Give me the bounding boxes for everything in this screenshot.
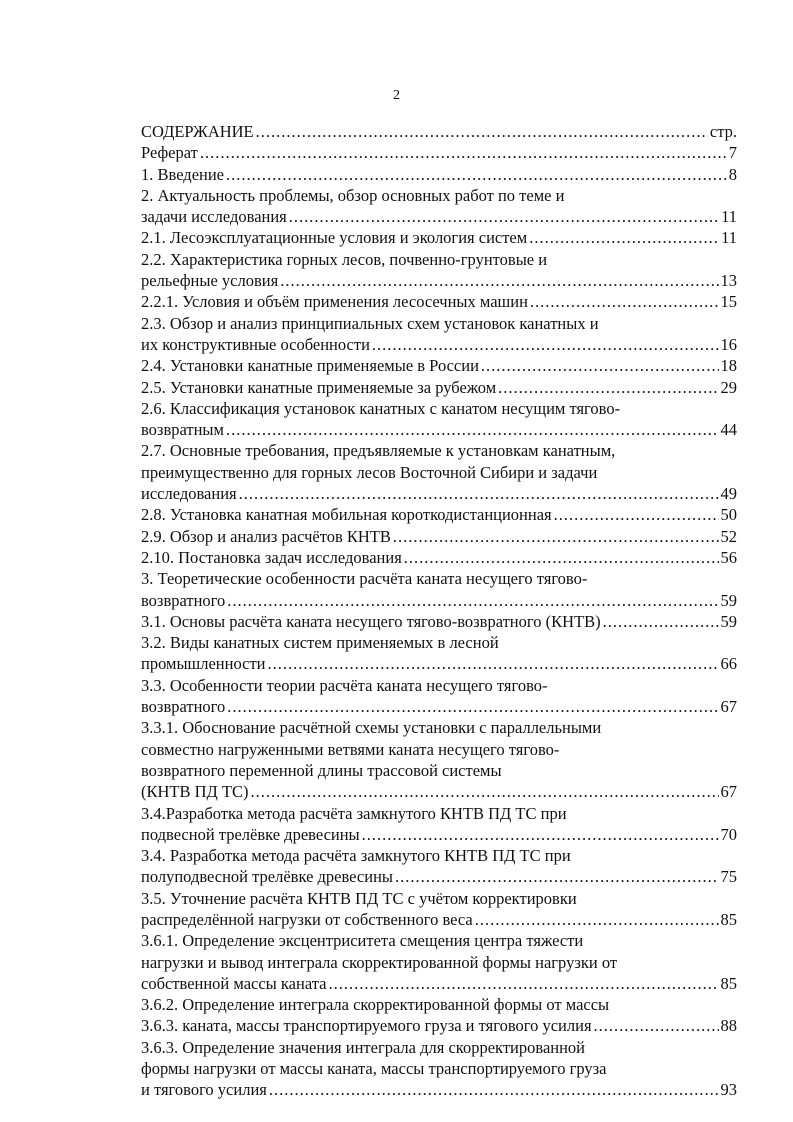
dot-leader (200, 142, 727, 163)
toc-entry-page: 49 (720, 484, 737, 504)
toc-entry-line: совместно нагруженными ветвями каната несущего тягово- (141, 739, 560, 759)
toc-entry-line: 3.5. Уточнение расчёта КНТВ ПД ТС с учётом корректировки (141, 888, 577, 908)
dot-leader (554, 504, 719, 525)
toc-entry-text: подвесной трелёвке древесины (141, 824, 360, 844)
toc-entry (141, 440, 737, 504)
toc-entry-row (141, 377, 737, 398)
toc-entry (141, 185, 737, 228)
toc-entry-line: возвратного переменной длины трассовой системы (141, 760, 502, 780)
dot-leader (603, 611, 719, 632)
toc-entry-line: 3.4.Разработка метода расчёта замкнутого КНТВ ПД ТС при (141, 803, 567, 823)
toc-entry-text: 2.10. Постановка задач исследования (141, 547, 402, 567)
toc-entry-row (141, 206, 737, 227)
toc-entry-line: 2.2. Характеристика горных лесов, почвенно-грунтовые и (141, 249, 548, 269)
toc-entry-page: 85 (720, 973, 737, 993)
toc-entry (141, 313, 737, 356)
toc-entry-row (141, 696, 737, 717)
toc-entry-text: полуподвесной трелёвке древесины (141, 867, 393, 887)
toc-entry-row (141, 611, 737, 632)
toc-entry-row (141, 164, 737, 185)
toc-entry-page: 52 (720, 526, 737, 546)
toc-entry-page: 8 (728, 164, 737, 184)
toc-entry (141, 888, 737, 931)
toc-entry (141, 803, 737, 846)
toc-entry-page: 29 (720, 377, 737, 397)
toc-entry-text: 2.1. Лесоэксплуатационные условия и экология систем (141, 228, 528, 248)
dot-leader (362, 824, 719, 845)
toc-entry-text: 3.6.3. каната, массы транспортируемого груза и тягового усилия (141, 1016, 592, 1036)
toc-entry-text: 2.4. Установки канатные применяемые в России (141, 356, 479, 376)
toc-entry-row (141, 824, 737, 845)
toc-entry (141, 547, 737, 568)
toc-entry-page: 70 (720, 824, 737, 844)
toc-entry-page: 18 (720, 356, 737, 376)
toc-entry-line: нагрузки и вывод интеграла скорректированной формы нагрузки от (141, 952, 618, 972)
toc-entry-row (141, 270, 737, 291)
toc-entry (141, 611, 737, 632)
toc-entry-text: 2.5. Установки канатные применяемые за рубежом (141, 377, 497, 397)
toc-entry (141, 377, 737, 398)
toc-entry (141, 164, 737, 185)
dot-leader (239, 483, 719, 504)
dot-leader (289, 206, 719, 227)
toc-entry-row (141, 227, 737, 248)
toc-entry-line: 2.7. Основные требования, предъявляемые к установкам канатным, (141, 441, 616, 461)
toc-entry-line: преимущественно для горных лесов Восточной Сибири и задачи (141, 462, 598, 482)
toc-entry-line: 2.6. Классификация установок канатных с канатом несущим тягово- (141, 398, 621, 418)
dot-leader (328, 973, 718, 994)
dot-leader (269, 1079, 719, 1100)
toc-entry-page: 13 (720, 271, 737, 291)
toc-entry-page: 50 (720, 505, 737, 525)
toc-entry-page: 66 (720, 654, 737, 674)
toc-entry-row (141, 590, 737, 611)
table-of-contents (141, 121, 737, 1101)
dot-leader (498, 377, 718, 398)
toc-entry-row (141, 355, 737, 376)
toc-entry-line: 3.6.3. Определение значения интеграла для скорректированной (141, 1037, 586, 1057)
toc-entry (141, 355, 737, 376)
toc-entry-text: возвратным (141, 420, 224, 440)
toc-entry (141, 504, 737, 525)
toc-entry-text: 1. Введение (141, 164, 225, 184)
dot-leader (226, 419, 719, 440)
toc-entry-row (141, 419, 737, 440)
toc-entry-page: 88 (720, 1016, 737, 1036)
toc-entry-row (141, 291, 737, 312)
toc-entry-page: 11 (721, 228, 737, 248)
toc-entry-line: 3.4. Разработка метода расчёта замкнутого КНТВ ПД ТС при (141, 846, 571, 866)
toc-entry (141, 568, 737, 611)
toc-entry-text: Реферат (141, 143, 198, 163)
toc-entry (141, 142, 737, 163)
toc-entry (141, 227, 737, 248)
toc-entry-text: задачи исследования (141, 207, 287, 227)
toc-entry-line: 2.3. Обзор и анализ принципиальных схем установок канатных и (141, 313, 599, 333)
toc-entry (141, 249, 737, 292)
toc-entry-text: возвратного (141, 590, 226, 610)
toc-entry-text: (КНТВ ПД ТС) (141, 782, 249, 802)
toc-entry-text: 2.9. Обзор и анализ расчётов КНТВ (141, 526, 391, 546)
toc-entry (141, 291, 737, 312)
toc-entry-text: их конструктивные особенности (141, 334, 370, 354)
dot-leader (404, 547, 719, 568)
dot-leader (530, 291, 719, 312)
dot-leader (280, 270, 718, 291)
toc-entry (141, 994, 737, 1037)
toc-entry-line: 3.2. Виды канатных систем применяемых в лесной (141, 633, 499, 653)
toc-title: СОДЕРЖАНИЕ (141, 122, 254, 141)
toc-entry-text: 2.8. Установка канатная мобильная короткодистанционная (141, 505, 552, 525)
dot-leader (395, 866, 719, 887)
toc-page-column-label: стр. (709, 122, 737, 141)
toc-entry-row (141, 483, 737, 504)
toc-entry-row (141, 909, 737, 930)
toc-entry-row (141, 781, 737, 802)
toc-entry-text: возвратного (141, 697, 226, 717)
toc-entry-row (141, 526, 737, 547)
toc-entry-text: и тягового усилия (141, 1080, 267, 1100)
toc-entry-line: 3.6.1. Определение эксцентриситета смещения центра тяжести (141, 931, 584, 951)
toc-entry-line: 3.3.1. Обоснование расчётной схемы установки с параллельными (141, 718, 602, 738)
toc-entry-page: 67 (720, 782, 737, 802)
toc-entry-text: 2.2.1. Условия и объём применения лесосечных машин (141, 292, 528, 312)
toc-entry-page: 11 (721, 207, 737, 227)
toc-entry (141, 717, 737, 802)
toc-entry-text: распределённой нагрузки от собственного веса (141, 909, 473, 929)
toc-entry (141, 526, 737, 547)
toc-entry-row (141, 973, 737, 994)
toc-entry-page: 93 (720, 1080, 737, 1100)
toc-entry-row (141, 547, 737, 568)
toc-entry (141, 1037, 737, 1101)
dot-leader (227, 590, 718, 611)
toc-entry-row (141, 1015, 737, 1036)
dot-leader (372, 334, 719, 355)
dot-leader (268, 653, 719, 674)
toc-entry-text: промышленности (141, 654, 266, 674)
toc-entry-page: 56 (720, 547, 737, 567)
toc-entry-page: 44 (720, 420, 737, 440)
toc-entry-row (141, 866, 737, 887)
dot-leader (256, 121, 708, 142)
toc-entry (141, 845, 737, 888)
toc-title-row (141, 121, 737, 142)
toc-entry-page: 16 (720, 334, 737, 354)
dot-leader (475, 909, 719, 930)
toc-entry-row (141, 142, 737, 163)
toc-entry-row (141, 334, 737, 355)
toc-entry (141, 675, 737, 718)
toc-entry-line: 3.6.2. Определение интеграла скорректированной формы от массы (141, 995, 610, 1015)
page-number: 2 (393, 88, 400, 103)
dot-leader (529, 227, 719, 248)
toc-entry-page: 75 (720, 867, 737, 887)
dot-leader (251, 781, 719, 802)
toc-entry-page: 59 (720, 590, 737, 610)
toc-entry-row (141, 504, 737, 525)
toc-entry (141, 632, 737, 675)
dot-leader (227, 696, 718, 717)
toc-entry-text: исследования (141, 484, 237, 504)
toc-entries (141, 142, 737, 1100)
toc-entry-line: формы нагрузки от массы каната, массы транспортируемого груза (141, 1059, 607, 1079)
toc-entry-text: рельефные условия (141, 271, 279, 291)
toc-entry-page: 67 (720, 697, 737, 717)
dot-leader (481, 355, 719, 376)
toc-entry-row (141, 653, 737, 674)
toc-entry-page: 85 (720, 909, 737, 929)
toc-entry (141, 930, 737, 994)
toc-entry-page: 59 (720, 611, 737, 631)
toc-entry-page: 15 (720, 292, 737, 312)
dot-leader (226, 164, 727, 185)
toc-entry-text: 3.1. Основы расчёта каната несущего тягово-возвратного (КНТВ) (141, 611, 601, 631)
toc-entry-line: 3. Теоретические особенности расчёта каната несущего тягово- (141, 569, 588, 589)
toc-entry (141, 398, 737, 441)
dot-leader (594, 1015, 719, 1036)
toc-entry-text: собственной массы каната (141, 973, 327, 993)
toc-entry-line: 3.3. Особенности теории расчёта каната несущего тягово- (141, 675, 548, 695)
toc-entry-row (141, 1079, 737, 1100)
toc-entry-page: 7 (728, 143, 737, 163)
dot-leader (393, 526, 719, 547)
toc-entry-line: 2. Актуальность проблемы, обзор основных работ по теме и (141, 185, 565, 205)
